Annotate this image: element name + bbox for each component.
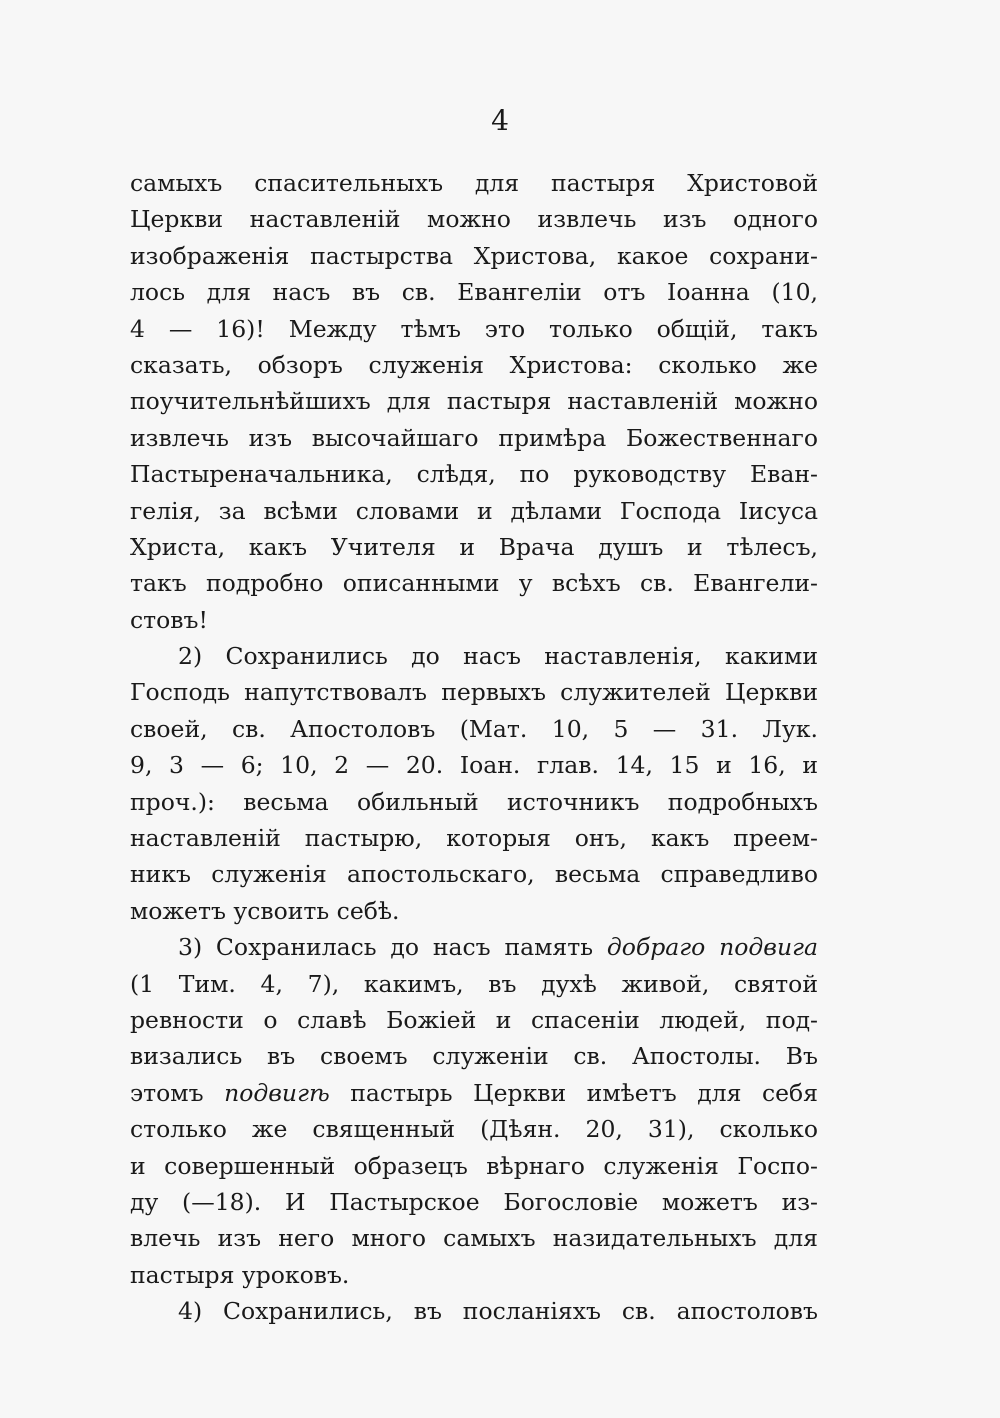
text-line: самыхъ спасительныхъ для пастыря Христовой (130, 169, 818, 197)
text-line: Христа, какъ Учителя и Врача душъ и тѣлесъ, (130, 532, 818, 561)
text-line: сказать, обзоръ служенія Христова: сколько же (130, 350, 818, 379)
text-line: столько же священный (Дѣян. 20, 31), сколько (130, 1115, 818, 1144)
paragraph-start-line: 2) Сохранились до насъ наставленія, какими (178, 642, 818, 671)
text-line: стовъ! (130, 605, 208, 634)
text-line: гелія, за всѣми словами и дѣлами Господа Іисуса (130, 496, 818, 525)
text-line: можетъ усвоить себѣ. (130, 896, 400, 925)
paragraph-start-line: 4) Сохранились, въ посланіяхъ св. апостоловъ (178, 1297, 818, 1326)
page-number: 4 (491, 104, 509, 137)
text-line: ревности о славѣ Божіей и спасеніи людей, под- (130, 1005, 818, 1034)
text-segment: пастырь Церкви имѣетъ для себя (329, 1078, 818, 1107)
paragraph-start-line (130, 929, 818, 965)
text-line: влечь изъ него много самыхъ назидательныхъ для (130, 1224, 818, 1253)
text-line: пастыря уроковъ. (130, 1260, 350, 1289)
text-line: 4 — 16)! Между тѣмъ это только общій, такъ (130, 314, 818, 343)
italic-phrase: добраго подвига (606, 933, 818, 962)
text-line: 9, 3 — 6; 10, 2 — 20. Іоан. глав. 14, 15 и 16, и (130, 751, 818, 780)
text-line: извлечь изъ высочайшаго примѣра Божественнаго (130, 423, 818, 452)
text-line: поучительнѣйшихъ для пастыря наставленій можно (130, 387, 818, 416)
text-line (130, 1075, 818, 1111)
text-line: (1 Тим. 4, 7), какимъ, въ духѣ живой, святой (130, 969, 818, 998)
text-line: Пастыреначальника, слѣдя, по руководству Еван- (130, 460, 818, 489)
text-line: Господь напутствовалъ первыхъ служителей Церкви (130, 678, 818, 707)
text-line: такъ подробно описанными у всѣхъ св. Евангели- (130, 569, 818, 598)
text-segment: 3) Сохранилась до насъ память (178, 933, 607, 962)
text-line: лось для насъ въ св. Евангеліи отъ Іоанна (10, (130, 278, 818, 307)
text-line: наставленій пастырю, которыя онъ, какъ преем- (130, 824, 818, 853)
text-line: и совершенный образецъ вѣрнаго служенія Госпо- (130, 1151, 818, 1180)
text-line: визались въ своемъ служеніи св. Апостолы. Въ (130, 1042, 818, 1071)
text-line: Церкви наставленій можно извлечь изъ одного (130, 205, 818, 234)
text-line: ду (—18). И Пастырское Богословіе можетъ из- (130, 1187, 818, 1216)
body-text (130, 165, 818, 1330)
text-segment: этомъ (130, 1078, 225, 1107)
italic-phrase: подвигѣ (224, 1078, 330, 1107)
text-line: своей, св. Апостоловъ (Мат. 10, 5 — 31. Лук. (130, 714, 818, 743)
text-line: проч.): весьма обильный источникъ подробныхъ (130, 787, 818, 816)
text-line: никъ служенія апостольскаго, весьма справедливо (130, 860, 818, 889)
text-line: изображенія пастырства Христова, какое сохрани- (130, 241, 818, 270)
